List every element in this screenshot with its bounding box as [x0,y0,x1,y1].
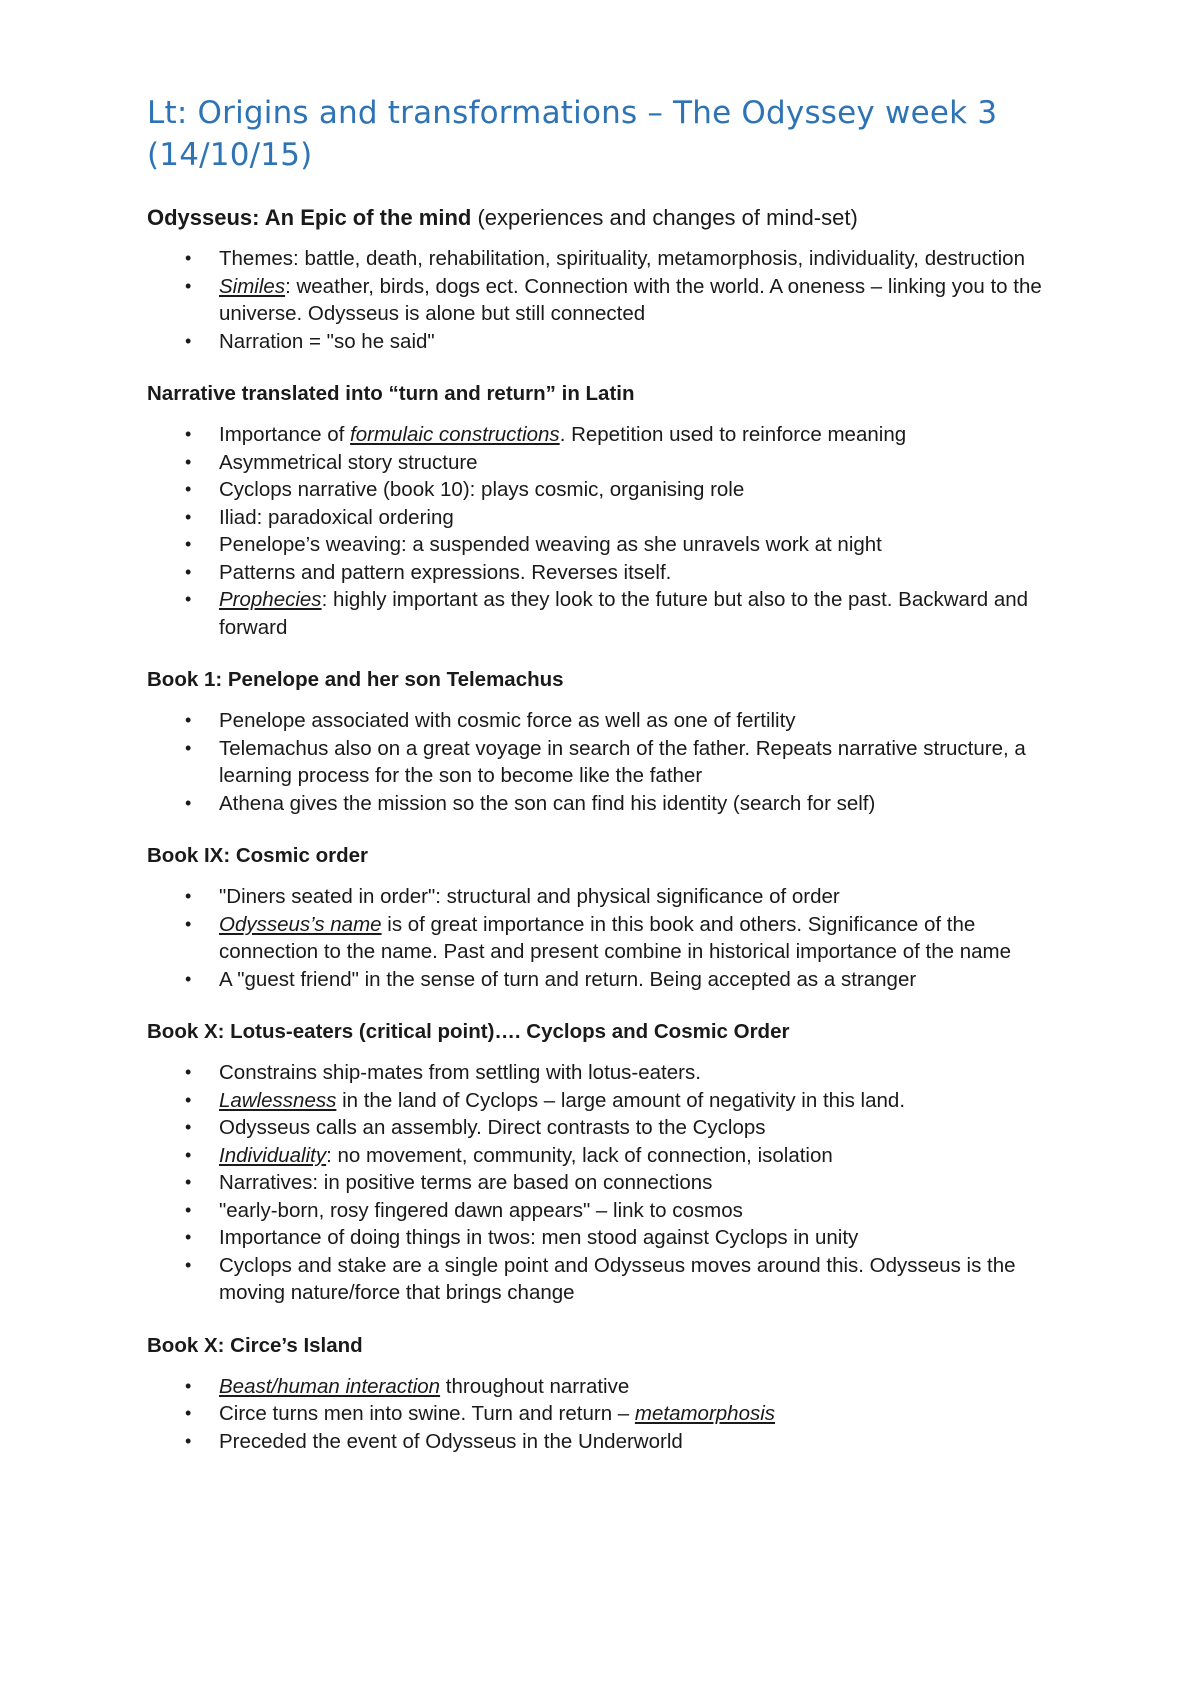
list-item [147,1373,1070,1401]
item-text: Telemachus also on a great voyage in search of the father. Repeats narrative structure, a learning process for the son to become like the father [219,736,1026,787]
bullet-list [147,707,1070,817]
bullet-icon: • [185,275,192,296]
bullet-icon: • [185,1172,192,1192]
item-term: Similes [219,274,286,298]
item-text: : no movement, community, lack of connection, isolation [326,1143,833,1167]
item-text: Odysseus calls an assembly. Direct contrasts to the Cyclops [219,1116,766,1139]
item-text: Narratives: in positive terms are based on connections [219,1171,713,1194]
list-item [147,735,1070,790]
bullet-icon: • [185,330,192,351]
item-text: Penelope associated with cosmic force as well as one of fertility [219,709,796,732]
list-item [147,586,1070,641]
bullet-list [147,1373,1070,1456]
section [147,205,1070,355]
list-item [147,1400,1070,1428]
item-text: : weather, birds, dogs ect. Connection with the world. A oneness – linking you to the universe. Odysseus is alone but still connected [219,274,1042,325]
item-text: Athena gives the mission so the son can find his identity (search for self) [219,791,876,815]
list-item [147,1114,1070,1142]
document-title: Lt: Origins and transformations – The Odyssey week 3 (14/10/15) [147,95,998,173]
bullet-icon: • [185,792,192,813]
section-heading-aside: (experiences and changes of mind-set) [471,205,858,230]
item-text: throughout narrative [440,1374,630,1398]
section [147,843,1070,993]
item-text: is of great importance in this book and others. Significance of the connection to the name. Past and present combine in historical importance of the name [219,912,1011,963]
item-text: Themes: battle, death, rehabilitation, spirituality, metamorphosis, individuality, destruction [219,247,1025,270]
section-heading [147,1019,1070,1045]
item-term: formulaic constructions [350,423,560,446]
bullet-icon: • [185,1254,192,1275]
item-text: Cyclops narrative (book 10): plays cosmic, organising role [219,478,745,501]
item-text: "Diners seated in order": structural and physical significance of order [219,885,840,908]
list-item [147,421,1070,449]
bullet-icon: • [185,737,192,758]
section-heading-text: Odysseus: An Epic of the mind [147,205,472,230]
bullet-icon: • [185,506,192,527]
bullet-icon: • [185,1089,192,1110]
item-term: Individuality [219,1143,327,1167]
list-item [147,1169,1070,1197]
list-item [147,1197,1070,1225]
item-text: Narration = "so he said" [219,329,435,353]
document-body [147,205,1070,1455]
bullet-icon: • [185,968,192,989]
list-item [147,476,1070,504]
section-heading [147,843,1070,869]
item-text: Cyclops and stake are a single point and Odysseus moves around this. Odysseus is the moving nature/force that brings change [219,1253,1016,1304]
list-item [147,245,1070,273]
section-heading-text: Book X: Circe’s Island [147,1333,363,1357]
list-item [147,707,1070,735]
list-item [147,790,1070,818]
list-item [147,1428,1070,1456]
section-heading [147,205,1070,231]
bullet-icon: • [185,1199,192,1220]
bullet-icon: • [185,589,192,609]
bullet-icon: • [185,1117,192,1137]
item-text: A "guest friend" in the sense of turn and return. Being accepted as a stranger [219,967,917,991]
section-heading [147,1333,1070,1359]
item-term: Lawlessness [219,1088,337,1112]
list-item [147,1087,1070,1115]
list-item [147,328,1070,356]
bullet-icon: • [185,1375,192,1396]
item-text: Penelope’s weaving: a suspended weaving as she unravels work at night [219,533,882,556]
bullet-icon: • [185,913,192,934]
item-term: Odysseus’s name [219,912,382,936]
section-heading-text: Book 1: Penelope and her son Telemachus [147,668,564,691]
item-text-prefix: Importance of [219,423,351,446]
bullet-icon: • [185,424,192,444]
list-item [147,966,1070,994]
bullet-icon: • [185,710,192,730]
bullet-icon: • [185,479,192,499]
section-heading-text: Narrative translated into “turn and return” in Latin [147,382,635,405]
section [147,667,1070,817]
list-item [147,1059,1070,1087]
bullet-icon: • [185,1403,192,1423]
bullet-icon: • [185,886,192,906]
bullet-list [147,883,1070,993]
item-text: . Repetition used to reinforce meaning [559,423,907,446]
list-item [147,883,1070,911]
section-heading [147,381,1070,407]
list-item [147,911,1070,966]
section-heading [147,667,1070,693]
section-heading-text: Book X: Lotus-eaters (critical point)…. Cyclops and Cosmic Order [147,1020,790,1043]
item-term: Beast/human interaction [219,1374,441,1398]
bullet-icon: • [185,1062,192,1082]
list-item [147,1252,1070,1307]
bullet-icon: • [185,1227,192,1247]
bullet-icon: • [185,561,192,582]
item-text: Asymmetrical story structure [219,450,478,474]
item-text: "early-born, rosy fingered dawn appears" – link to cosmos [219,1198,743,1222]
section-heading-text: Book IX: Cosmic order [147,844,368,867]
item-term: Prophecies [219,588,322,611]
item-text: Iliad: paradoxical ordering [219,505,454,529]
list-item [147,1142,1070,1170]
list-item [147,531,1070,559]
item-text: : highly important as they look to the future but also to the past. Backward and forward [219,588,1029,639]
list-item [147,1224,1070,1252]
bullet-list [147,1059,1070,1307]
bullet-icon: • [185,534,192,554]
item-text: Importance of doing things in twos: men stood against Cyclops in unity [219,1226,859,1249]
item-text: Patterns and pattern expressions. Reverses itself. [219,560,672,584]
item-term: metamorphosis [634,1402,776,1425]
bullet-icon: • [185,1144,192,1165]
bullet-icon: • [185,451,192,472]
bullet-list [147,245,1070,355]
section [147,381,1070,641]
bullet-icon: • [185,1430,192,1451]
section [147,1019,1070,1307]
item-text: Preceded the event of Odysseus in the Underworld [219,1429,683,1453]
list-item [147,273,1070,328]
list-item [147,449,1070,477]
list-item [147,504,1070,532]
bullet-icon: • [185,248,192,268]
item-text: in the land of Cyclops – large amount of negativity in this land. [336,1088,906,1112]
item-text-prefix: Circe turns men into swine. Turn and return – [219,1402,635,1425]
bullet-list [147,421,1070,641]
section [147,1333,1070,1456]
list-item [147,559,1070,587]
item-text: Constrains ship-mates from settling with lotus-eaters. [219,1061,701,1084]
